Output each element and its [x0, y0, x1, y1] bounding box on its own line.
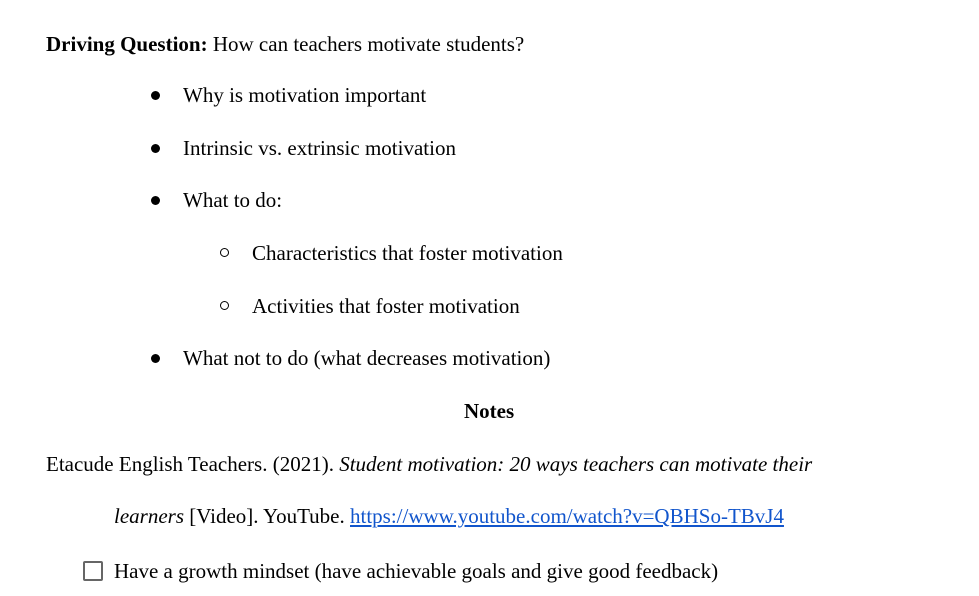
- citation-line-1: [46, 451, 812, 477]
- list-item-text: Why is motivation important: [183, 83, 427, 107]
- bullet-dot-icon: [151, 91, 160, 100]
- sub-list-item-text: Characteristics that foster motivation: [252, 241, 563, 265]
- sub-list-item-text: Activities that foster motivation: [252, 294, 520, 318]
- driving-question: [46, 31, 524, 57]
- checklist-item-text: Have a growth mindset (have achievable goals and give good feedback): [114, 559, 719, 583]
- list-item-text: Intrinsic vs. extrinsic motivation: [183, 136, 456, 160]
- citation-title-continued: learners: [114, 504, 184, 528]
- citation-line-2: [114, 503, 784, 529]
- citation-title: Student motivation: 20 ways teachers can motivate their: [339, 452, 813, 476]
- driving-question-label: Driving Question:: [46, 32, 208, 56]
- checkbox[interactable]: [83, 561, 103, 581]
- driving-question-text: How can teachers motivate students?: [207, 32, 525, 56]
- bullet-circle-icon: [220, 301, 229, 310]
- notes-heading: Notes: [464, 399, 515, 423]
- bullet-dot-icon: [151, 354, 160, 363]
- citation-author-year: Etacude English Teachers. (2021).: [46, 452, 340, 476]
- list-item-text: What to do:: [183, 188, 283, 212]
- bullet-circle-icon: [220, 248, 229, 257]
- list-item-text: What not to do (what decreases motivation): [183, 346, 551, 370]
- bullet-dot-icon: [151, 144, 160, 153]
- bullet-dot-icon: [151, 196, 160, 205]
- citation-format-source: [Video]. YouTube.: [184, 504, 350, 528]
- citation-url-link[interactable]: https://www.youtube.com/watch?v=QBHSo-TBvJ4: [350, 504, 784, 528]
